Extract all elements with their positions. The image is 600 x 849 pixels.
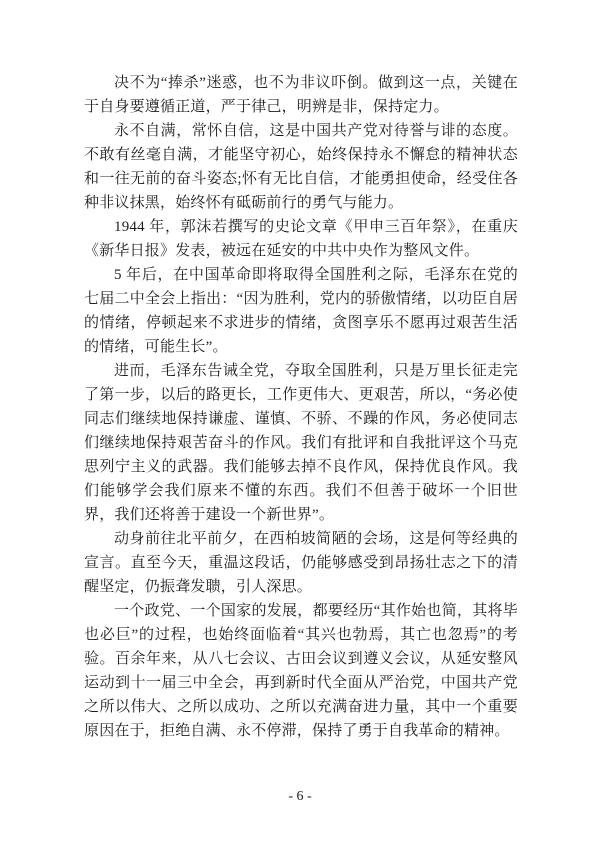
paragraph: 5 年后，在中国革命即将取得全国胜利之际，毛泽东在党的七届二中全会上指出：“因为胜利，党内的骄傲情绪，以功臣自居的情绪，停顿起来不求进步的情绪，贪图享乐不愿再过艰苦生活的情绪，可能生长”。: [84, 267, 518, 355]
paragraph: 1944 年，郭沫若撰写的史论文章《甲申三百年祭》，在重庆《新华日报》发表，被远在延安的中共中央作为整风文件。: [84, 219, 518, 259]
paragraph: 一个政党、一个国家的发展，都要经历“其作始也简，其将毕也必巨”的过程，也始终面临着“其兴也勃焉，其亡也忽焉”的考验。百余年来，从八七会议、古田会议到遵义会议，从延安整风运动到十一届三中全会，再到新时代全面从严治党，中国共产党之所以伟大、之所以成功、之所以充满奋进力量，其中一个重要原因在于，拒绝自满、永不停滞，保持了勇于自我革命的精神。: [84, 603, 518, 739]
paragraph: 进而，毛泽东告诫全党，夺取全国胜利，只是万里长征走完了第一步，以后的路更长，工作更伟大、更艰苦，所以，“务必使同志们继续地保持谦虚、谨慎、不骄、不躁的作风，务必使同志们继续地保持艰苦奋斗的作风。我们有批评和自我批评这个马克思列宁主义的武器。我们能够去掉不良作风，保持优良作风。我们能够学会我们原来不懂的东西。我们不但善于破坏一个旧世界，我们还将善于建设一个新世界”。: [84, 363, 518, 523]
page-number: - 6 -: [288, 789, 312, 804]
paragraph: 永不自满，常怀自信，这是中国共产党对待誉与诽的态度。不敢有丝毫自满，才能坚守初心，始终保持永不懈怠的精神状态和一往无前的奋斗姿态;怀有无比自信，才能勇担使命，经受住各种非议抹黑，始终怀有砥砺前行的勇气与能力。: [84, 123, 518, 211]
text-body: [84, 71, 518, 743]
paragraph: 动身前往北平前夕，在西柏坡简陋的会场，这是何等经典的宣言。直至今天，重温这段话，仍能够感受到昂扬壮志之下的清醒坚定，仍振聋发聩，引人深思。: [84, 531, 518, 595]
paragraph: 决不为“捧杀”迷惑，也不为非议吓倒。做到这一点，关键在于自身要遵循正道，严于律己，明辨是非，保持定力。: [84, 75, 518, 115]
